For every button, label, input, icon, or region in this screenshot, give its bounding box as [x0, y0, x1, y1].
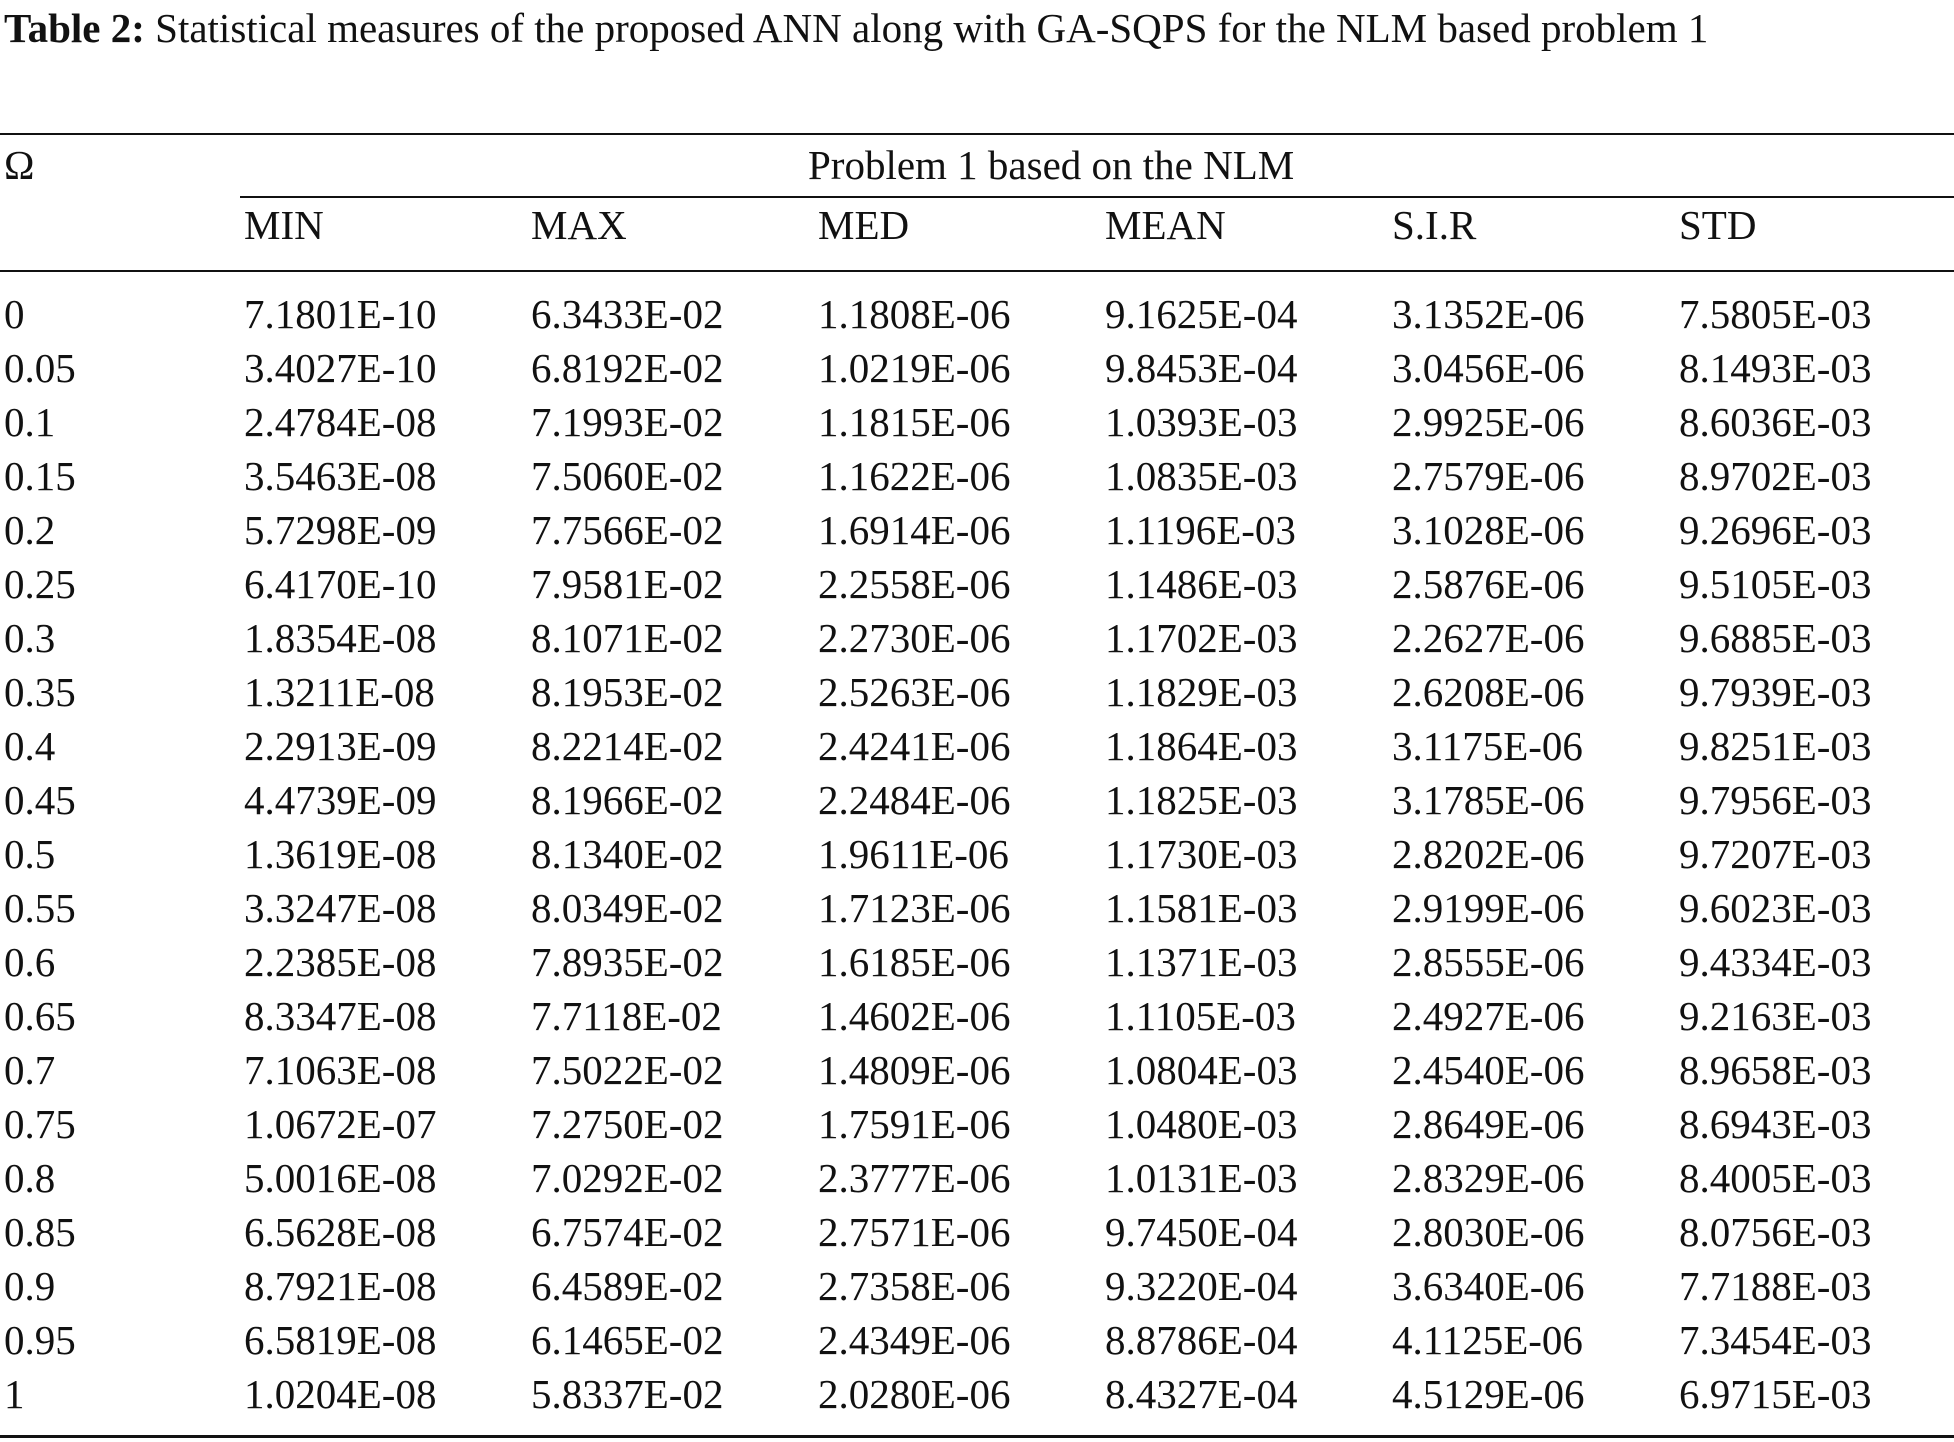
table-row [0, 287, 1954, 341]
med-cell: 2.3777E-06 [818, 1155, 1011, 1201]
table-row [0, 1259, 1954, 1313]
min-cell: 8.3347E-08 [244, 993, 437, 1039]
omega-cell: 0.75 [4, 1101, 76, 1147]
sir-cell: 2.4927E-06 [1392, 993, 1585, 1039]
mean-cell: 1.1702E-03 [1105, 615, 1298, 661]
omega-cell: 0.3 [4, 615, 56, 661]
sir-cell: 4.5129E-06 [1392, 1371, 1585, 1417]
max-cell: 7.8935E-02 [531, 939, 724, 985]
min-cell: 2.4784E-08 [244, 399, 437, 445]
omega-cell: 0.85 [4, 1209, 76, 1255]
mean-cell: 1.0480E-03 [1105, 1101, 1298, 1147]
table-caption [4, 0, 1946, 56]
mean-cell: 1.1825E-03 [1105, 777, 1298, 823]
sir-cell: 2.9199E-06 [1392, 885, 1585, 931]
table-row [0, 1097, 1954, 1151]
std-cell: 8.9658E-03 [1679, 1047, 1872, 1093]
max-cell: 7.9581E-02 [531, 561, 724, 607]
max-cell: 8.1953E-02 [531, 669, 724, 715]
std-cell: 9.6023E-03 [1679, 885, 1872, 931]
max-cell: 7.5060E-02 [531, 453, 724, 499]
sir-cell: 2.4540E-06 [1392, 1047, 1585, 1093]
med-cell: 2.4349E-06 [818, 1317, 1011, 1363]
max-cell: 6.8192E-02 [531, 345, 724, 391]
mean-cell: 9.3220E-04 [1105, 1263, 1298, 1309]
std-cell: 9.6885E-03 [1679, 615, 1872, 661]
caption-text: Statistical measures of the proposed ANN along with GA-SQPS for the NLM based problem 1 [155, 5, 1709, 51]
table-row [0, 395, 1954, 449]
omega-cell: 0.9 [4, 1263, 56, 1309]
max-cell: 6.4589E-02 [531, 1263, 724, 1309]
max-cell: 7.7566E-02 [531, 507, 724, 553]
mean-cell: 1.0131E-03 [1105, 1155, 1298, 1201]
column-header-min: MIN [244, 202, 324, 248]
mean-cell: 1.1730E-03 [1105, 831, 1298, 877]
min-cell: 3.5463E-08 [244, 453, 437, 499]
std-cell: 7.5805E-03 [1679, 291, 1872, 337]
std-cell: 9.7939E-03 [1679, 669, 1872, 715]
omega-cell: 1 [4, 1371, 25, 1417]
column-header-mean: MEAN [1105, 202, 1226, 248]
table-row [0, 557, 1954, 611]
min-cell: 5.7298E-09 [244, 507, 437, 553]
omega-cell: 0.25 [4, 561, 76, 607]
max-cell: 8.1966E-02 [531, 777, 724, 823]
med-cell: 1.1622E-06 [818, 453, 1011, 499]
table-row [0, 449, 1954, 503]
sir-cell: 3.1028E-06 [1392, 507, 1585, 553]
column-header-sir: S.I.R [1392, 202, 1477, 248]
sir-cell: 3.0456E-06 [1392, 345, 1585, 391]
max-cell: 5.8337E-02 [531, 1371, 724, 1417]
table-row [0, 1313, 1954, 1367]
std-cell: 6.9715E-03 [1679, 1371, 1872, 1417]
max-cell: 8.0349E-02 [531, 885, 724, 931]
omega-cell: 0.6 [4, 939, 56, 985]
mean-cell: 1.1829E-03 [1105, 669, 1298, 715]
mean-cell: 1.1581E-03 [1105, 885, 1298, 931]
med-cell: 1.4809E-06 [818, 1047, 1011, 1093]
table-row [0, 719, 1954, 773]
omega-cell: 0.8 [4, 1155, 56, 1201]
table-row [0, 1205, 1954, 1259]
omega-cell: 0.5 [4, 831, 56, 877]
table-row [0, 1151, 1954, 1205]
std-cell: 8.9702E-03 [1679, 453, 1872, 499]
mean-cell: 1.1105E-03 [1105, 993, 1296, 1039]
omega-cell: 0.45 [4, 777, 76, 823]
row-header-omega: Ω [4, 142, 35, 188]
med-cell: 2.2730E-06 [818, 615, 1011, 661]
med-cell: 2.7571E-06 [818, 1209, 1011, 1255]
min-cell: 2.2913E-09 [244, 723, 437, 769]
omega-cell: 0.1 [4, 399, 56, 445]
mean-cell: 1.1196E-03 [1105, 507, 1296, 553]
med-cell: 2.4241E-06 [818, 723, 1011, 769]
table-row [0, 341, 1954, 395]
table-row [0, 935, 1954, 989]
sir-cell: 3.1352E-06 [1392, 291, 1585, 337]
table-row [0, 611, 1954, 665]
max-cell: 8.1071E-02 [531, 615, 724, 661]
min-cell: 6.5819E-08 [244, 1317, 437, 1363]
min-cell: 2.2385E-08 [244, 939, 437, 985]
table-body [0, 287, 1954, 1421]
table-row [0, 1043, 1954, 1097]
sir-cell: 2.5876E-06 [1392, 561, 1585, 607]
max-cell: 7.7118E-02 [531, 993, 722, 1039]
sir-cell: 3.1785E-06 [1392, 777, 1585, 823]
med-cell: 1.4602E-06 [818, 993, 1011, 1039]
omega-cell: 0.95 [4, 1317, 76, 1363]
std-cell: 9.2696E-03 [1679, 507, 1872, 553]
omega-cell: 0.2 [4, 507, 56, 553]
omega-cell: 0.15 [4, 453, 76, 499]
sir-cell: 2.6208E-06 [1392, 669, 1585, 715]
bottom-rule [0, 1435, 1954, 1438]
std-cell: 9.4334E-03 [1679, 939, 1872, 985]
mean-cell: 1.1371E-03 [1105, 939, 1298, 985]
mean-cell: 1.1864E-03 [1105, 723, 1298, 769]
med-cell: 2.2484E-06 [818, 777, 1011, 823]
max-cell: 8.2214E-02 [531, 723, 724, 769]
column-header-max: MAX [531, 202, 627, 248]
med-cell: 1.0219E-06 [818, 345, 1011, 391]
sir-cell: 3.1175E-06 [1392, 723, 1583, 769]
std-cell: 7.7188E-03 [1679, 1263, 1872, 1309]
max-cell: 6.7574E-02 [531, 1209, 724, 1255]
min-cell: 7.1063E-08 [244, 1047, 437, 1093]
sir-cell: 2.8329E-06 [1392, 1155, 1585, 1201]
std-cell: 8.4005E-03 [1679, 1155, 1872, 1201]
max-cell: 6.3433E-02 [531, 291, 724, 337]
med-cell: 1.6185E-06 [818, 939, 1011, 985]
max-cell: 7.1993E-02 [531, 399, 724, 445]
sir-cell: 2.9925E-06 [1392, 399, 1585, 445]
med-cell: 2.5263E-06 [818, 669, 1011, 715]
column-header-med: MED [818, 202, 910, 248]
std-cell: 8.0756E-03 [1679, 1209, 1872, 1255]
omega-cell: 0.4 [4, 723, 56, 769]
min-cell: 3.3247E-08 [244, 885, 437, 931]
mean-cell: 8.4327E-04 [1105, 1371, 1298, 1417]
sir-cell: 4.1125E-06 [1392, 1317, 1583, 1363]
omega-cell: 0.65 [4, 993, 76, 1039]
table-row [0, 881, 1954, 935]
med-cell: 2.0280E-06 [818, 1371, 1011, 1417]
med-cell: 2.7358E-06 [818, 1263, 1011, 1309]
min-cell: 1.3211E-08 [244, 669, 435, 715]
mean-cell: 1.1486E-03 [1105, 561, 1298, 607]
med-cell: 2.2558E-06 [818, 561, 1011, 607]
min-cell: 6.5628E-08 [244, 1209, 437, 1255]
std-cell: 9.8251E-03 [1679, 723, 1872, 769]
group-header: Problem 1 based on the NLM [808, 142, 1295, 188]
std-cell: 9.2163E-03 [1679, 993, 1872, 1039]
min-cell: 1.3619E-08 [244, 831, 437, 877]
min-cell: 5.0016E-08 [244, 1155, 437, 1201]
omega-cell: 0.05 [4, 345, 76, 391]
omega-cell: 0.7 [4, 1047, 56, 1093]
mean-cell: 9.1625E-04 [1105, 291, 1298, 337]
min-cell: 6.4170E-10 [244, 561, 437, 607]
omega-cell: 0.55 [4, 885, 76, 931]
med-cell: 1.1808E-06 [818, 291, 1011, 337]
sir-cell: 2.8202E-06 [1392, 831, 1585, 877]
std-cell: 8.6036E-03 [1679, 399, 1872, 445]
table-row [0, 1367, 1954, 1421]
sir-cell: 3.6340E-06 [1392, 1263, 1585, 1309]
max-cell: 6.1465E-02 [531, 1317, 724, 1363]
max-cell: 7.5022E-02 [531, 1047, 724, 1093]
med-cell: 1.6914E-06 [818, 507, 1011, 553]
min-cell: 7.1801E-10 [244, 291, 437, 337]
table-row [0, 773, 1954, 827]
min-cell: 1.0204E-08 [244, 1371, 437, 1417]
max-cell: 7.0292E-02 [531, 1155, 724, 1201]
mean-cell: 8.8786E-04 [1105, 1317, 1298, 1363]
sir-cell: 2.2627E-06 [1392, 615, 1585, 661]
top-rule [0, 133, 1954, 135]
sir-cell: 2.8649E-06 [1392, 1101, 1585, 1147]
sir-cell: 2.8030E-06 [1392, 1209, 1585, 1255]
mean-cell: 9.8453E-04 [1105, 345, 1298, 391]
max-cell: 7.2750E-02 [531, 1101, 724, 1147]
std-cell: 9.7207E-03 [1679, 831, 1872, 877]
min-cell: 8.7921E-08 [244, 1263, 437, 1309]
sir-cell: 2.7579E-06 [1392, 453, 1585, 499]
column-header-std: STD [1679, 202, 1757, 248]
table-row [0, 665, 1954, 719]
table-row [0, 989, 1954, 1043]
sir-cell: 2.8555E-06 [1392, 939, 1585, 985]
med-cell: 1.1815E-06 [818, 399, 1011, 445]
omega-cell: 0.35 [4, 669, 76, 715]
std-cell: 9.7956E-03 [1679, 777, 1872, 823]
mean-cell: 1.0393E-03 [1105, 399, 1298, 445]
med-cell: 1.7591E-06 [818, 1101, 1011, 1147]
min-cell: 3.4027E-10 [244, 345, 437, 391]
std-cell: 9.5105E-03 [1679, 561, 1872, 607]
med-cell: 1.7123E-06 [818, 885, 1011, 931]
mean-cell: 1.0804E-03 [1105, 1047, 1298, 1093]
min-cell: 1.8354E-08 [244, 615, 437, 661]
mean-cell: 9.7450E-04 [1105, 1209, 1298, 1255]
med-cell: 1.9611E-06 [818, 831, 1009, 877]
header-rule [0, 270, 1954, 272]
std-cell: 7.3454E-03 [1679, 1317, 1872, 1363]
omega-cell: 0 [4, 291, 25, 337]
max-cell: 8.1340E-02 [531, 831, 724, 877]
min-cell: 4.4739E-09 [244, 777, 437, 823]
group-header-rule [240, 196, 1954, 198]
min-cell: 1.0672E-07 [244, 1101, 437, 1147]
mean-cell: 1.0835E-03 [1105, 453, 1298, 499]
caption-label: Table 2: [4, 5, 145, 51]
std-cell: 8.1493E-03 [1679, 345, 1872, 391]
table-row [0, 827, 1954, 881]
std-cell: 8.6943E-03 [1679, 1101, 1872, 1147]
table-row [0, 503, 1954, 557]
